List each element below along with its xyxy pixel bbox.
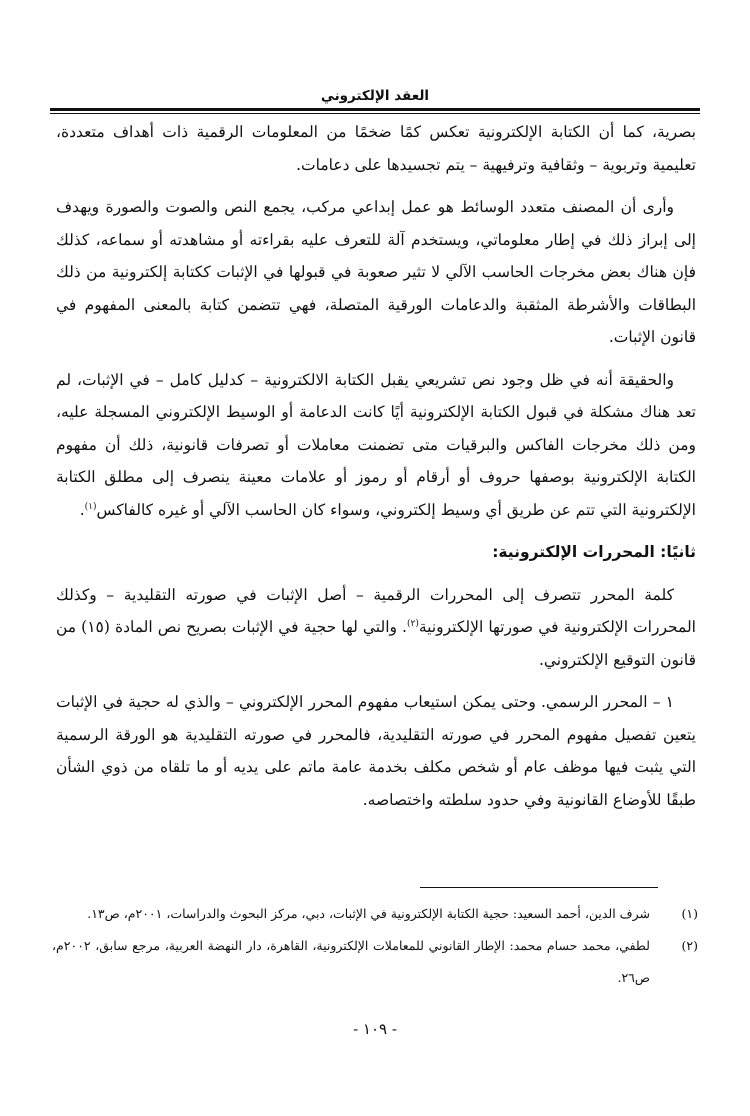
running-title: العقد الإلكتروني	[320, 88, 430, 104]
footnote-1	[52, 898, 698, 930]
paragraph-3-text: والحقيقة أنه في ظل وجود نص تشريعي يقبل الكتابة الالكترونية – كدليل كامل – في الإثبات، لم تعد هناك مشكلة في قبول الكتابة الإلكترونية أيًا كانت الدعامة أو الوسيط الإلكتروني المسجلة عليه، ومن ذلك مخرجات الفاكس والبرقيات متى تضمنت معاملات أو تصرفات قانونية، ذلك أن مفهوم الكتابة الإلكترونية بوصفها حروف أو أرقام أو رموز أو علامات معينة ينصرف إلى مطلق الكتابة الإلكترونية التي تتم عن طريق أي وسيط إلكتروني، وسواء كان الحاسب الآلي أو غيره كالفاكس	[56, 370, 696, 519]
footnote-number: (٢)	[681, 938, 698, 953]
header-rule-thick	[50, 108, 700, 111]
footnote-ref-2: (٢)	[406, 618, 419, 629]
paragraph-2: وأرى أن المصنف متعدد الوسائط هو عمل إبداعي مركب، يجمع النص والصوت والصورة ويهدف إلى إبراز ذلك في إطار معلوماتي، ويستخدم آلة للتعرف عليه بقراءته أو مشاهدته أو سماعه، كذلك فإن هناك بعض مخرجات الحاسب الآلي لا تثير صعوبة في قبولها في الإثبات ككتابة إلكترونية من ذلك البطاقات والأشرطة المثقبة والدعامات الورقية المتصلة، فهي تتضمن كتابة بالمعنى المفهوم في قانون الإثبات.	[56, 198, 696, 346]
paragraph-4-text-a: كلمة المحرر تتصرف إلى المحررات الرقمية – أصل الإثبات في صورته التقليدية – وكذلك المحررات الإلكترونية في صورتها الإلكترونية	[56, 585, 696, 636]
page-number: - ١٠٩ -	[353, 1020, 397, 1038]
header-rule-thin	[50, 113, 700, 114]
footnote-text: شرف الدين، أحمد السعيد: حجية الكتابة الإلكترونية في الإثبات، دبي، مركز البحوث والدراسات، ٢٠٠١م، ص١٣.	[87, 906, 650, 921]
paragraph-3-end: .	[79, 500, 85, 519]
paragraph-4	[56, 579, 696, 677]
footnote-separator	[420, 887, 658, 888]
paragraph-4-text-b: . والتي لها حجية في الإثبات بصريح نص المادة (١٥) من قانون التوقيع الإلكتروني.	[56, 618, 696, 669]
footnotes	[52, 898, 698, 994]
paragraph-5: ١ – المحرر الرسمي. وحتى يمكن استيعاب مفهوم المحرر الإلكتروني – والذي له حجية في الإثبات يتعين تفصيل مفهوم المحرر في صورته التقليدية، فالمحرر في صورته التقليدية هو الورقة الرسمية التي يثبت فيها موظف عام أو شخص مكلف بخدمة عامة ماتم على يديه أو ما تلقاه من ذوي الشأن طبقًا للأوضاع القانونية وفي حدود سلطته واختصاصه.	[56, 693, 696, 809]
paragraph-3	[56, 364, 696, 527]
footnote-text: لطفي، محمد حسام محمد: الإطار القانوني للمعاملات الإلكترونية، القاهرة، دار النهضة العربية، مرجع سابق، ٢٠٠٢م، ص٢٦.	[52, 938, 650, 985]
section-heading: ثانيًا: المحررات الإلكترونية:	[492, 543, 696, 561]
footnote-2	[52, 930, 698, 994]
footnote-ref-1: (١)	[84, 501, 97, 512]
main-text	[56, 116, 696, 826]
footnote-number: (١)	[681, 906, 698, 921]
paragraph-1: بصرية، كما أن الكتابة الإلكترونية تعكس كمًا ضخمًا من المعلومات الرقمية ذات أهداف متعددة، تعليمية وتربوية – وثقافية وترفيهية – يتم تجسيدها على دعامات.	[56, 123, 696, 174]
